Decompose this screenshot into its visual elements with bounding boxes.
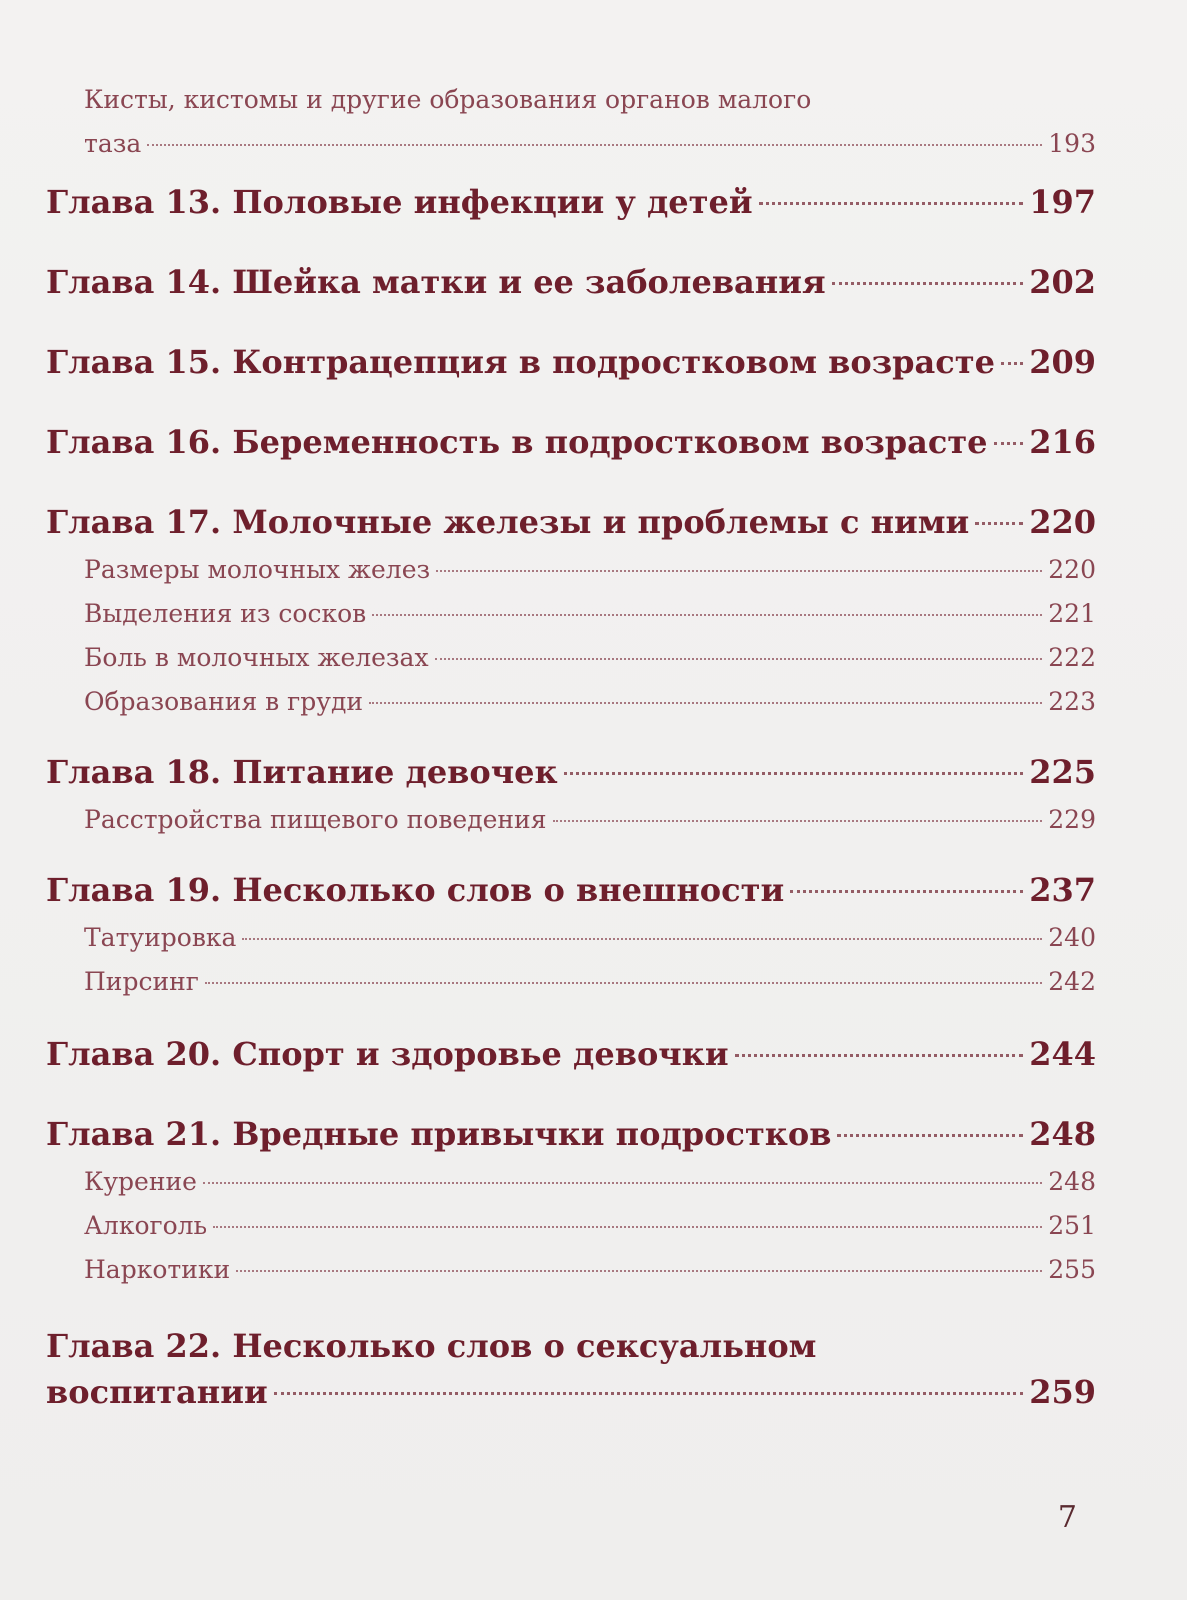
chapter-page-number: 209 <box>1029 343 1096 381</box>
dot-leader <box>369 702 1042 704</box>
dot-leader <box>790 890 1023 893</box>
toc-subentry[interactable] <box>46 680 1096 724</box>
subentry-title: Размеры молочных желез <box>84 555 431 584</box>
toc-entry-title-line1: Кисты, кистомы и другие образования органов малого <box>84 85 812 114</box>
dot-leader <box>436 570 1042 572</box>
subentry-page-number: 248 <box>1048 1167 1096 1196</box>
chapter-title: Глава 13. Половые инфекции у детей <box>46 183 753 221</box>
toc-chapter-17[interactable] <box>46 500 1096 544</box>
chapter-page-number: 216 <box>1029 423 1096 461</box>
toc-chapter-14[interactable] <box>46 260 1096 304</box>
chapter-title: Глава 14. Шейка матки и ее заболевания <box>46 263 826 301</box>
dot-leader <box>837 1134 1023 1137</box>
toc-chapter-21[interactable] <box>46 1112 1096 1156</box>
chapter-page-number: 197 <box>1029 183 1096 221</box>
toc-entry-cysts[interactable] <box>46 78 1096 166</box>
dot-leader <box>553 820 1043 822</box>
dot-leader <box>564 772 1024 775</box>
chapter-title: Глава 18. Питание девочек <box>46 753 558 791</box>
dot-leader <box>1001 362 1023 365</box>
subentry-title: Образования в груди <box>84 687 364 716</box>
subentry-title: Боль в молочных железах <box>84 643 429 672</box>
dot-leader <box>832 282 1024 285</box>
dot-leader <box>242 938 1042 940</box>
chapter-title: Глава 17. Молочные железы и проблемы с ними <box>46 503 970 541</box>
dot-leader <box>203 1182 1042 1184</box>
toc-page-number: 193 <box>1048 129 1096 158</box>
page-folio: 7 <box>1057 1500 1077 1535</box>
subentry-page-number: 255 <box>1048 1255 1096 1284</box>
toc-subentry[interactable] <box>46 1248 1096 1292</box>
toc-subentry[interactable] <box>46 636 1096 680</box>
toc-subentry[interactable] <box>46 548 1096 592</box>
subentry-page-number: 221 <box>1048 599 1096 628</box>
chapter-title: Глава 19. Несколько слов о внешности <box>46 871 785 909</box>
dot-leader <box>435 658 1043 660</box>
toc-chapter-19[interactable] <box>46 868 1096 912</box>
dot-leader <box>975 522 1023 525</box>
chapter-page-number: 248 <box>1029 1115 1096 1153</box>
toc-subentry[interactable] <box>46 1204 1096 1248</box>
chapter-title: Глава 21. Вредные привычки подростков <box>46 1115 832 1153</box>
toc-chapter-18[interactable] <box>46 750 1096 794</box>
subentry-title: Наркотики <box>84 1255 231 1284</box>
toc-subentry[interactable] <box>46 916 1096 960</box>
chapter-page-number: 225 <box>1029 753 1096 791</box>
dot-leader <box>236 1270 1042 1272</box>
chapter-page-number: 237 <box>1029 871 1096 909</box>
dot-leader <box>274 1392 1024 1395</box>
toc-chapter-13[interactable] <box>46 180 1096 224</box>
dot-leader <box>735 1054 1024 1057</box>
subentry-title: Курение <box>84 1167 197 1196</box>
chapter-page-number: 220 <box>1029 503 1096 541</box>
chapter-title: Глава 20. Спорт и здоровье девочки <box>46 1035 729 1073</box>
toc-subentry[interactable] <box>46 798 1096 842</box>
toc-subentry[interactable] <box>46 592 1096 636</box>
dot-leader <box>372 614 1042 616</box>
chapter-page-number: 202 <box>1029 263 1096 301</box>
toc-entry-title-line2: таза <box>84 129 142 158</box>
chapter-title-line2: воспитании <box>46 1373 268 1411</box>
dot-leader <box>213 1226 1042 1228</box>
toc-chapter-20[interactable] <box>46 1032 1096 1076</box>
dot-leader <box>994 442 1024 445</box>
toc-chapter-22[interactable] <box>46 1322 1096 1414</box>
subentry-title: Выделения из сосков <box>84 599 367 628</box>
subentry-page-number: 229 <box>1048 805 1096 834</box>
toc-subentry[interactable] <box>46 1160 1096 1204</box>
toc-subentry[interactable] <box>46 960 1096 1004</box>
dot-leader <box>759 202 1024 205</box>
subentry-page-number: 223 <box>1048 687 1096 716</box>
subentry-page-number: 220 <box>1048 555 1096 584</box>
chapter-title-line1: Глава 22. Несколько слов о сексуальном <box>46 1327 817 1365</box>
subentry-page-number: 242 <box>1048 967 1096 996</box>
chapter-page-number: 244 <box>1029 1035 1096 1073</box>
subentry-title: Татуировка <box>84 923 237 952</box>
subentry-title: Пирсинг <box>84 967 199 996</box>
toc-chapter-16[interactable] <box>46 420 1096 464</box>
chapter-title: Глава 15. Контрацепция в подростковом возрасте <box>46 343 995 381</box>
subentry-page-number: 251 <box>1048 1211 1096 1240</box>
dot-leader <box>147 144 1042 146</box>
subentry-page-number: 222 <box>1048 643 1096 672</box>
table-of-contents <box>46 78 1096 1414</box>
subentry-title: Алкоголь <box>84 1211 208 1240</box>
subentry-page-number: 240 <box>1048 923 1096 952</box>
toc-chapter-15[interactable] <box>46 340 1096 384</box>
dot-leader <box>205 982 1042 984</box>
subentry-title: Расстройства пищевого поведения <box>84 805 547 834</box>
chapter-title: Глава 16. Беременность в подростковом возрасте <box>46 423 988 461</box>
chapter-page-number: 259 <box>1029 1373 1096 1411</box>
